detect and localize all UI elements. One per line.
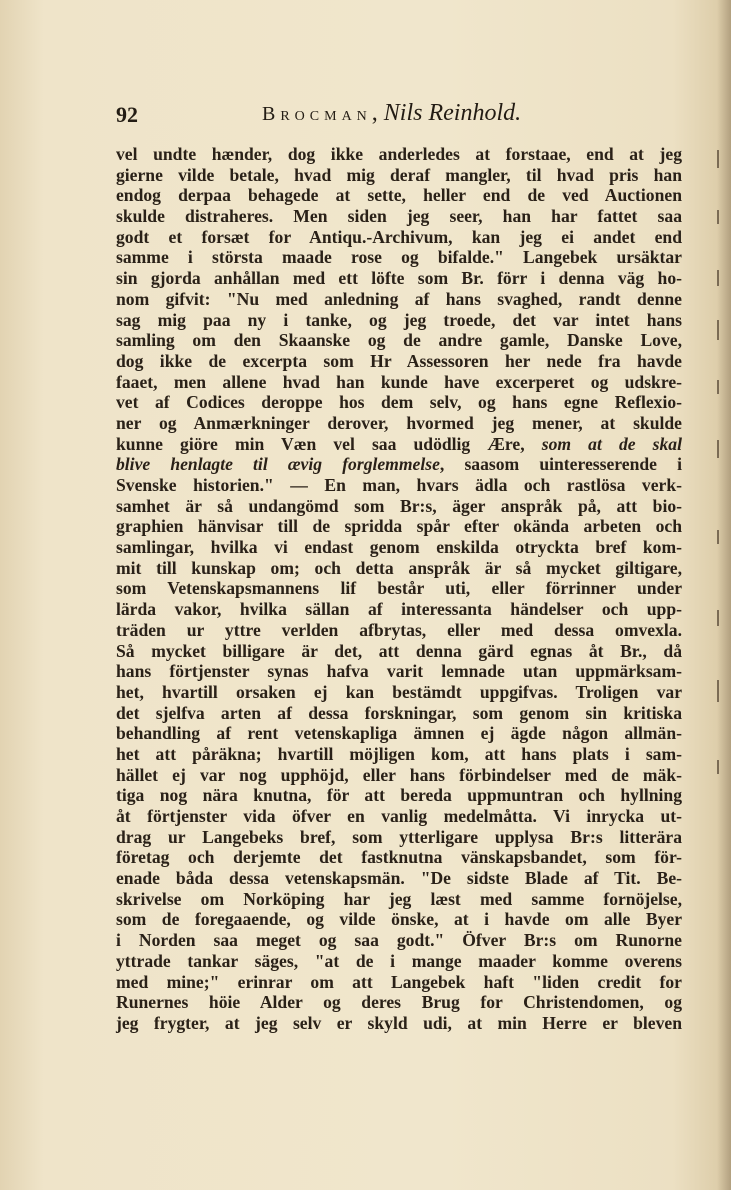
- body-text: [116, 144, 682, 1034]
- text-line: dog ikke de excerpta som Hr Assessoren her nede fra havde: [116, 350, 682, 371]
- text-line: het att påräkna; hvartill möjligen kom, att hans plats i sam-: [116, 743, 682, 764]
- text-line: drag ur Langebeks bref, som ytterligare upplysa Br:s litterära: [116, 826, 682, 847]
- text-line: graphien hänvisar till de spridda spår efter okända arbeten och: [116, 516, 682, 537]
- margin-mark: [717, 680, 719, 702]
- text-line: som Vetenskapsmannens lif består uti, eller förrinner under: [116, 578, 682, 599]
- text-line: tiga nog nära knutna, för att bereda uppmuntran och hyllning: [116, 785, 682, 806]
- text-line: mit till kunskap om; och detta anspråk är så mycket giltigare,: [116, 557, 682, 578]
- margin-mark: [717, 150, 719, 168]
- text-line: Så mycket billigare är det, att denna gärd egnas åt Br., då: [116, 640, 682, 661]
- text-line: samlingar, hvilka vi endast genom enskilda otryckta bref kom-: [116, 537, 682, 558]
- text-run: , saasom uinteresserende i: [439, 454, 682, 475]
- text-line: yttrade tankar säges, "at de i mange maader komme overens: [116, 950, 682, 971]
- text-line: hans förtjenster synas hafva varit lemnade utan uppmärksam-: [116, 661, 682, 682]
- italic-run: som at de skal: [541, 433, 682, 454]
- running-head-surname: Brocman: [262, 103, 372, 125]
- margin-mark: [717, 320, 719, 340]
- margin-mark: [717, 380, 719, 394]
- text-line: vet af Codices deroppe hos dem selv, og hans egne Reflexio-: [116, 392, 682, 413]
- text-line: hället ej var nog upphöjd, eller hans förbindelser med de mäk-: [116, 764, 682, 785]
- text-line: i Norden saa meget og saa godt." Öfver Br:s om Runorne: [116, 930, 682, 951]
- text-line: ner og Anmærkninger derover, hvormed jeg mener, at skulde: [116, 412, 682, 433]
- running-head-separator: ,: [371, 100, 378, 126]
- text-line: jeg frygter, at jeg selv er skyld udi, at min Herre er bleven: [116, 1012, 682, 1033]
- page-header: [114, 98, 670, 134]
- text-line: med mine;" erinrar om att Langebek haft "liden credit for: [116, 971, 682, 992]
- text-line: företag och derjemte det fastknutna vänskapsbandet, som för-: [116, 847, 682, 868]
- margin-mark: [717, 760, 719, 774]
- margin-mark: [717, 440, 719, 458]
- margin-mark: [717, 270, 719, 286]
- text-run: kunne giöre min Væn vel saa udödlig Ære,: [116, 433, 542, 454]
- text-line: sin gjorda anhållan med ett löfte som Br. förr i denna väg ho-: [116, 268, 682, 289]
- text-line: nom gifvit: "Nu med anledning af hans svaghed, randt denne: [116, 288, 682, 309]
- text-line: det sjelfva arten af dessa forskningar, som genom sin kritiska: [116, 702, 682, 723]
- margin-marks: [717, 150, 725, 800]
- text-line: [116, 434, 682, 455]
- text-line: godt et forsæt for Antiqu.-Archivum, kan jeg ei andet end: [116, 226, 682, 247]
- text-line: [116, 454, 682, 475]
- text-line: enade båda dessa vetenskapsmän. "De sidste Blade af Tit. Be-: [116, 868, 682, 889]
- text-line: som de foregaaende, og vilde önske, at i havde om alle Byer: [116, 909, 682, 930]
- text-line: sag mig paa ny i tanke, og jeg troede, det var intet hans: [116, 309, 682, 330]
- text-line: vel undte hænder, dog ikke anderledes at forstaae, end at jeg: [116, 144, 682, 164]
- text-line: endog derpaa behagede at sette, heller end de ved Auctionen: [116, 185, 682, 206]
- page-number: 92: [116, 102, 138, 127]
- text-line: behandling af rent vetenskapliga ämnen ej ägde någon allmän-: [116, 723, 682, 744]
- text-line: skrivelse om Norköping har jeg læst med samme fornöjelse,: [116, 888, 682, 909]
- text-line: samme i största maade rose og bifalde." Langebek ursäktar: [116, 247, 682, 268]
- text-line: gierne vilde betale, hvad mig deraf mangler, til hvad pris han: [116, 164, 682, 185]
- text-line: het, hvartill orsaken ej kan bestämdt uppgifvas. Troligen var: [116, 681, 682, 702]
- margin-mark: [717, 210, 719, 224]
- running-head-given-name: Nils Reinhold.: [383, 100, 522, 126]
- margin-mark: [717, 530, 719, 544]
- text-line: Svenske historien." — En man, hvars ädla och rastlösa verk-: [116, 475, 682, 495]
- margin-mark: [717, 610, 719, 626]
- text-line: skulde distraheres. Men siden jeg seer, han har fattet saa: [116, 206, 682, 227]
- text-line: samling om den Skaanske og de andre gamle, Danske Love,: [116, 330, 682, 351]
- italic-run: blive henlagte til ævig forglemmelse: [116, 454, 440, 475]
- text-line: åt förtjenster vida öfver en vanlig medelmåtta. Vi inrycka ut-: [116, 806, 682, 826]
- text-line: faaet, men allene hvad han kunde have excerperet og udskre-: [116, 371, 682, 392]
- text-line: lärda vakor, hvilka sällan af interessanta händelser och upp-: [116, 599, 682, 620]
- running-head: [262, 100, 521, 127]
- text-line: Runernes höie Alder og deres Brug for Christendomen, og: [116, 992, 682, 1013]
- text-line: samhet är så undangömd som Br:s, äger anspråk på, att bio-: [116, 495, 682, 516]
- text-line: träden ur yttre verlden afbrytas, eller med dessa omvexla.: [116, 619, 682, 640]
